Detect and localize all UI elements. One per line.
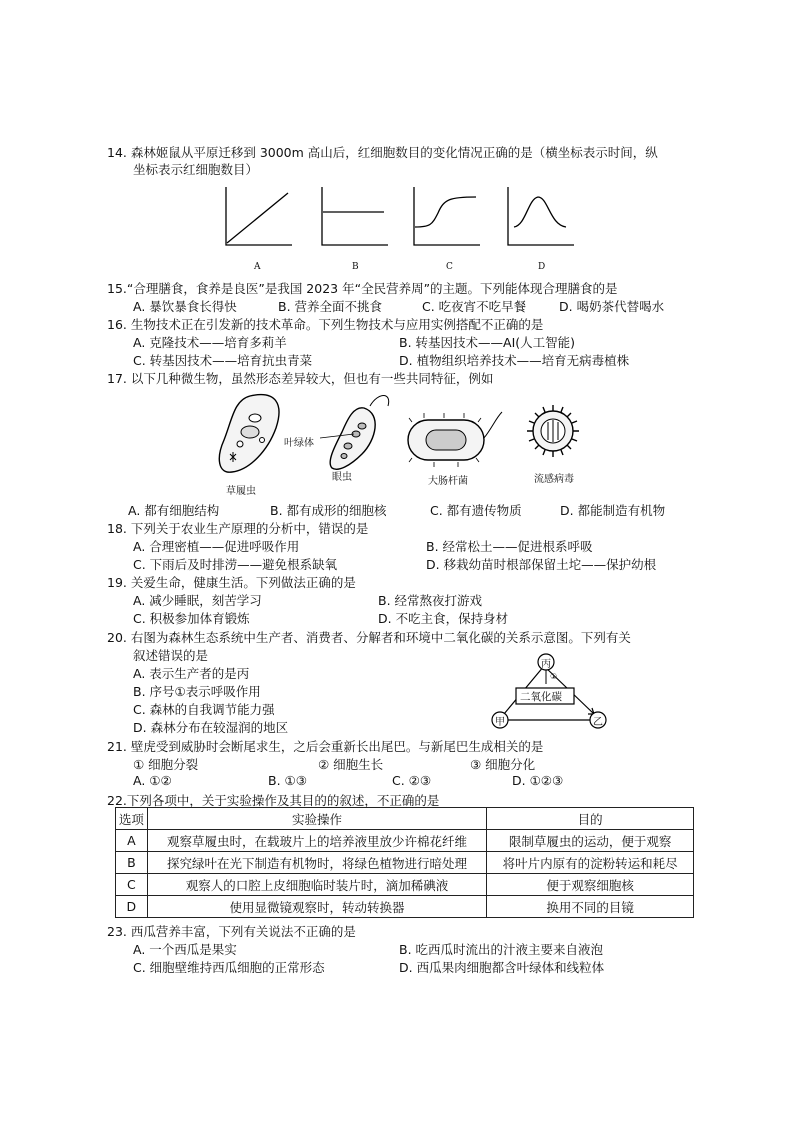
header-operation: 实验操作 [147,808,487,830]
table-header-row [116,808,694,830]
q18-option-b: B. 经常松土——促进根系呼吸 [426,539,593,554]
node-jia: 甲 [495,717,505,728]
q23-option-c: C. 细胞壁维持西瓜细胞的正常形态 [133,960,325,975]
q21-option-d: D. ①②③ [512,773,564,788]
row-b-purpose: 将叶片内原有的淀粉转运和耗尽 [487,852,694,874]
q22-table [115,807,694,918]
q17-option-d: D. 都能制造有机物 [560,503,666,518]
label-e-coli: 大肠杆菌 [428,476,468,487]
row-c-option: C [116,874,148,896]
q19-option-b: B. 经常熬夜打游戏 [378,593,483,608]
row-b-option: B [116,852,148,874]
row-d-operation: 使用显微镜观察时，转动转换器 [147,896,487,918]
q18-stem: 18. 下列关于农业生产原理的分析中，错误的是 [107,521,369,536]
table-row [116,830,694,852]
q21-item-2: ② 细胞生长 [318,757,384,772]
q19-stem: 19. 关爱生命，健康生活。下列做法正确的是 [107,575,356,590]
graph-label-a: A [254,262,261,272]
q20-option-d: D. 森林分布在较湿润的地区 [133,720,289,735]
q21-item-1: ① 细胞分裂 [133,757,199,772]
table-row [116,874,694,896]
q17-stem: 17. 以下几种微生物，虽然形态差异较大，但也有一些共同特征，例如 [107,371,494,386]
header-purpose: 目的 [487,808,694,830]
row-d-purpose: 换用不同的目镜 [487,896,694,918]
node-yi: 乙 [593,717,603,728]
q21-option-c: C. ②③ [392,773,432,788]
q19-option-d: D. 不吃主食，保持身材 [378,611,509,626]
table-row [116,852,694,874]
row-a-operation: 观察草履虫时，在载玻片上的培养液里放少许棉花纤维 [147,830,487,852]
q15-option-c: C. 吃夜宵不吃早餐 [422,299,527,314]
node-co2: 二氧化碳 [520,691,562,703]
label-chloroplast: 叶绿体 [284,438,314,449]
graph-b [318,185,390,249]
q18-option-d: D. 移栽幼苗时根部保留土坨——保护幼根 [426,557,657,572]
e-coli-illustration [404,408,504,474]
q17-option-a: A. 都有细胞结构 [128,503,220,518]
q16-option-d: D. 植物组织培养技术——培育无病毒植株 [399,353,630,368]
header-option: 选项 [116,808,148,830]
q19-option-a: A. 减少睡眠，刻苦学习 [133,593,262,608]
q15-option-b: B. 营养全面不挑食 [278,299,383,314]
q20-stem-line1: 20. 右图为森林生态系统中生产者、消费者、分解者和环境中二氧化碳的关系示意图。下列有关 [107,630,631,645]
q20-option-a: A. 表示生产者的是丙 [133,666,250,681]
q14-stem-line1: 14. 森林姬鼠从平原迁移到 3000m 高山后，红细胞数目的变化情况正确的是（横坐标表示时间，纵 [107,145,658,160]
row-b-operation: 探究绿叶在光下制造有机物时，将绿色植物进行暗处理 [147,852,487,874]
row-a-purpose: 限制草履虫的运动，便于观察 [487,830,694,852]
label-influenza-virus: 流感病毒 [534,474,574,485]
graph-label-b: B [352,262,359,272]
row-c-purpose: 便于观察细胞核 [487,874,694,896]
graph-label-c: C [446,262,453,272]
q16-stem: 16. 生物技术正在引发新的技术革命。下列生物技术与应用实例搭配不正确的是 [107,317,544,332]
q19-option-c: C. 积极参加体育锻炼 [133,611,250,626]
q23-option-a: A. 一个西瓜是果实 [133,942,237,957]
q21-item-3: ③ 细胞分化 [470,757,536,772]
graph-label-d: D [538,262,546,272]
row-c-operation: 观察人的口腔上皮细胞临时装片时，滴加稀碘液 [147,874,487,896]
q15-stem: 15.“合理膳食，食养是良医”是我国 2023 年“全民营养周”的主题。下列能体现合理膳食的是 [107,281,618,296]
q16-option-c: C. 转基因技术——培育抗虫青菜 [133,353,313,368]
q18-option-a: A. 合理密植——促进呼吸作用 [133,539,300,554]
q14-stem-line2: 坐标表示红细胞数目） [133,162,259,177]
label-euglena: 眼虫 [332,472,352,483]
q15-option-a: A. 暴饮暴食长得快 [133,299,237,314]
q16-option-b: B. 转基因技术——AI(人工智能) [399,335,576,350]
q16-option-a: A. 克隆技术——培育多莉羊 [133,335,287,350]
row-d-option: D [116,896,148,918]
graph-d [504,185,576,249]
euglena-illustration [318,388,398,480]
q21-option-b: B. ①③ [268,773,307,788]
node-bing: 丙 [541,659,551,670]
q20-stem-line2: 叙述错误的是 [133,648,209,663]
q23-option-d: D. 西瓜果肉细胞都含叶绿体和线粒体 [399,960,605,975]
graph-a [222,185,294,249]
q21-option-a: A. ①② [133,773,172,788]
table-row [116,896,694,918]
q20-option-c: C. 森林的自我调节能力强 [133,702,275,717]
q17-option-c: C. 都有遗传物质 [430,503,522,518]
label-paramecium: 草履虫 [226,486,256,497]
q23-stem: 23. 西瓜营养丰富，下列有关说法不正确的是 [107,924,356,939]
arrow-number-1: ① [550,672,558,681]
q18-option-c: C. 下雨后及时排涝——避免根系缺氧 [133,557,338,572]
graph-c [410,185,482,249]
q20-option-b: B. 序号①表示呼吸作用 [133,684,261,699]
row-a-option: A [116,830,148,852]
q15-option-d: D. 喝奶茶代替喝水 [559,299,665,314]
influenza-virus-illustration [522,400,584,462]
q21-stem: 21. 壁虎受到威胁时会断尾求生，之后会重新长出尾巴。与新尾巴生成相关的是 [107,739,544,754]
q17-option-b: B. 都有成形的细胞核 [270,503,387,518]
q23-option-b: B. 吃西瓜时流出的汁液主要来自液泡 [399,942,604,957]
q22-stem: 22.下列各项中，关于实验操作及其目的的叙述，不正确的是 [107,793,440,808]
